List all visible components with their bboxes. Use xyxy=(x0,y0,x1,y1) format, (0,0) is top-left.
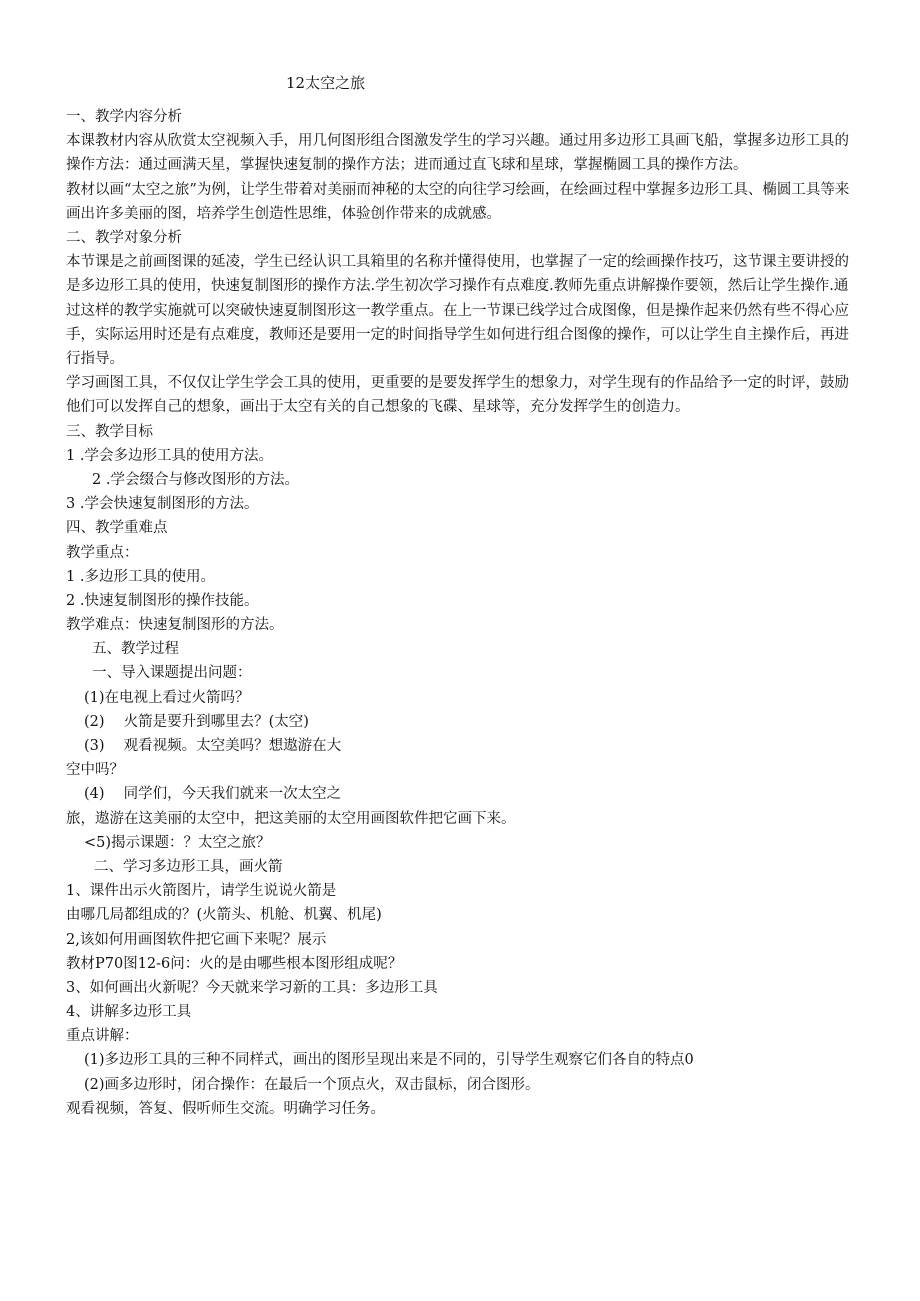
list-item: (2) 火箭是要升到哪里去？(太空) xyxy=(84,713,309,730)
list-item: 3 .学会快速复制图形的方法。 xyxy=(66,496,259,513)
list-item: 由哪几局都组成的？(火箭头、机舱、机翼、机尾) xyxy=(66,907,382,924)
list-item: 1 .多边形工具的使用。 xyxy=(66,568,215,585)
list-item: 旅，遨游在这美丽的太空中，把这美丽的太空用画图软件把它画下来。 xyxy=(66,810,516,827)
section-heading-content-analysis: 一、教学内容分析 xyxy=(66,109,182,125)
list-item: 观看视频，答复、假听师生交流。明确学习任务。 xyxy=(66,1100,385,1117)
section-heading-key-points: 四、教学重难点 xyxy=(66,520,168,537)
paragraph: 教材以画“太空之旅”为例，让学生带着对美丽而神秘的太空的向往学习绘画，在绘画过程中掌握多边形工具、椭圆工具等来画出许多美丽的图，培养学生创造性思维，体验创作带来的成就感。 xyxy=(66,181,850,222)
list-item: (1)多边形工具的三种不同样式，画出的图形呈现出来是不同的，引导学生观察它们各自的特点0 xyxy=(84,1052,694,1069)
list-item: 2 .快速复制图形的操作技能。 xyxy=(66,592,259,609)
list-item: (3) 观看视频。太空美吗？想遨游在大 xyxy=(84,738,342,755)
list-item: <5)揭示课题：？太空之旅？ xyxy=(84,834,271,851)
list-item: 4、讲解多边形工具 xyxy=(66,1004,192,1021)
subsection-heading: 二、学习多边形工具，画火箭 xyxy=(94,858,283,875)
paragraph: 学习画图工具，不仅仅让学生学会工具的使用，更重要的是要发挥学生的想象力，对学生现有的作品给予一定的时评，鼓励他们可以发挥自己的想象，画出于太空有关的自己想象的飞碟、星球等，充分发挥学生的创造力。 xyxy=(66,375,849,416)
paragraph: 本课教材内容从欣赏太空视频入手，用几何图形组合图激发学生的学习兴趣。通过用多边形工具画飞船，掌握多边形工具的操作方法：通过画满天星，掌握快速复制的操作方法；进而通过直飞球和星球，掌握椭圆工具的操作方法。 xyxy=(66,133,849,174)
list-item: 重点讲解： xyxy=(66,1028,139,1045)
difficulty-line: 教学难点：快速复制图形的方法。 xyxy=(66,617,284,634)
list-item: 3、如何画出火新呢？今天就来学习新的工具：多边形工具 xyxy=(66,979,438,996)
paragraph: 本节课是之前画图课的延凌，学生已经认识工具箱里的名称并懂得使用，也掌握了一定的绘画操作技巧，这节课主要讲授的是多边形工具的使用，快速复制图形的操作方法.学生初次学习操作有点难度.教师先重点讲解操作要领，然后让学生操作.通过这样的教学实施就可以突破快速夏制图形这一教学重点。在上一节课已线学过合成图像，但是操作起来仍然有些不得心应手，实际运用时还是有点难度，教师还是要用一定的时间指导学生如何进行组合图像的操作，可以让学生自主操作后，再进行指导。 xyxy=(66,254,849,367)
document-body xyxy=(66,105,856,1121)
list-item: (4) 同学们，今天我们就来一次太空之 xyxy=(84,786,342,803)
list-item: 1 .学会多边形工具的使用方法。 xyxy=(66,447,273,464)
section-heading-process: 五、教学过程 xyxy=(92,641,179,658)
subsection-heading: 一、导入课题提出问题： xyxy=(92,665,252,682)
section-heading-objectives: 三、教学目标 xyxy=(66,423,153,440)
section-heading-student-analysis: 二、教学对象分析 xyxy=(66,230,182,246)
list-item: (1)在电视上看过火箭吗？ xyxy=(84,689,250,706)
list-item: (2)画多边形时，闭合操作：在最后一个顶点火，双击鼠标，闭合图形。 xyxy=(84,1076,540,1093)
list-item: 1、课件出示火箭图片，请学生说说火箭是 xyxy=(66,883,337,900)
list-item: 2 .学会缀合与修改图形的方法。 xyxy=(92,471,299,488)
key-points-label: 教学重点： xyxy=(66,544,139,561)
list-item: 2,该如何用画图软件把它画下来呢？展示 xyxy=(66,931,327,948)
lesson-title: 12太空之旅 xyxy=(286,74,366,92)
list-item: 空中吗？ xyxy=(66,762,124,779)
list-item: 教材P70图12-6问：火的是由哪些根本图形组成呢？ xyxy=(66,955,403,972)
